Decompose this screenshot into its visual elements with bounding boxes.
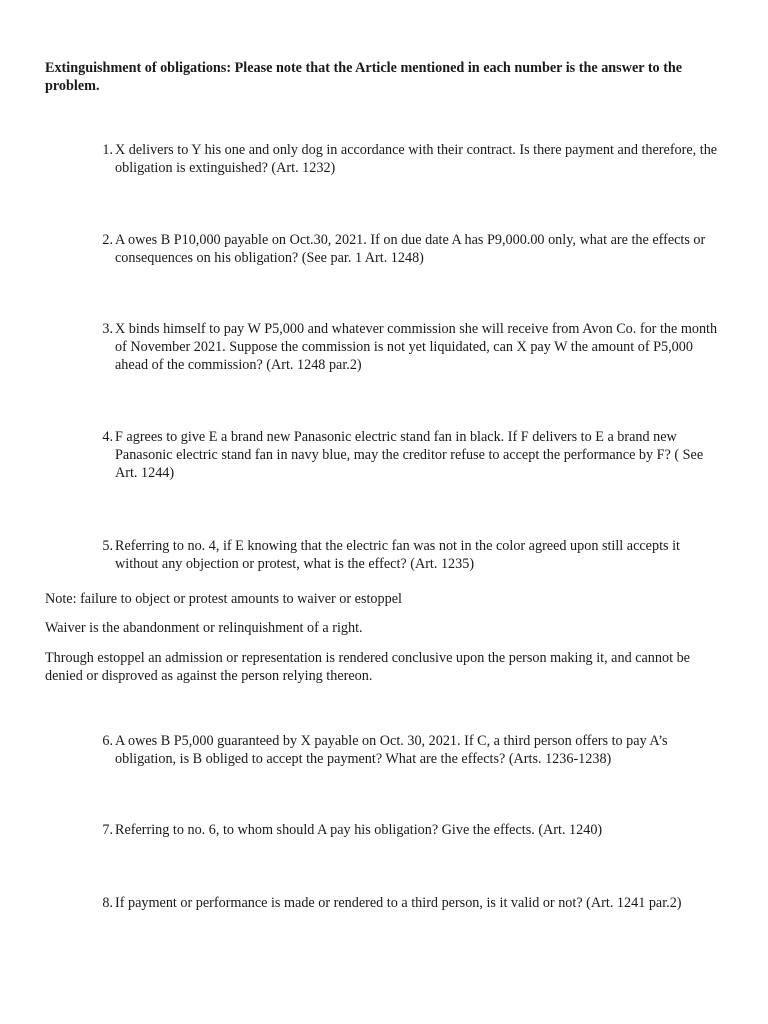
question-number: 6. [102,733,113,749]
document-heading: Extinguishment of obligations: Please note that the Article mentioned in each number is the answer to the problem. [45,60,683,94]
question-item-5 [80,537,720,573]
question-number: 1. [102,142,113,158]
note-waiver-estoppel: Note: failure to object or protest amounts to waiver or estoppel [45,591,402,607]
question-item-2 [80,231,720,267]
question-item-3 [80,320,720,374]
question-text: Referring to no. 6, to whom should A pay his obligation? Give the effects. (Art. 1240) [115,822,603,838]
question-item-7 [80,821,720,839]
question-number: 5. [102,538,113,554]
question-text: X binds himself to pay W P5,000 and whatever commission she will receive from Avon Co. for the month of November 2021. Suppose the commission is not yet liquidated, can X pay W the amount of P5,000 ahead of the commission? (Art. 1248 par.2) [115,321,718,373]
question-number: 2. [102,232,113,248]
question-item-6 [80,732,720,768]
question-item-8 [80,894,740,912]
question-text: A owes B P5,000 guaranteed by X payable on Oct. 30, 2021. If C, a third person offers to pay A’s obligation, is B obliged to accept the payment? What are the effects? (Arts. 1236-1238) [115,733,668,767]
question-number: 7. [102,822,113,838]
question-text: X delivers to Y his one and only dog in accordance with their contract. Is there payment and therefore, the obligation is extinguished? (Art. 1232) [115,142,718,176]
note-waiver-definition: Waiver is the abandonment or relinquishment of a right. [45,620,363,636]
question-text: Referring to no. 4, if E knowing that the electric fan was not in the color agreed upon still accepts it without any objection or protest, what is the effect? (Art. 1235) [115,538,680,572]
question-text: A owes B P10,000 payable on Oct.30, 2021. If on due date A has P9,000.00 only, what are the effects or consequences on his obligation? (See par. 1 Art. 1248) [115,232,706,266]
question-text: F agrees to give E a brand new Panasonic electric stand fan in black. If F delivers to E a brand new Panasonic electric stand fan in navy blue, may the creditor refuse to accept the performance by F? ( See Art. 1244) [115,429,704,481]
question-item-1 [80,141,720,177]
note-estoppel-definition: Through estoppel an admission or representation is rendered conclusive upon the person making it, and cannot be denied or disproved as against the person relying thereon. [45,650,690,684]
question-number: 4. [102,429,113,445]
question-item-4 [80,428,720,482]
question-number: 8. [102,895,113,911]
question-text: If payment or performance is made or rendered to a third person, is it valid or not? (Art. 1241 par.2) [115,895,682,911]
question-number: 3. [102,321,113,337]
